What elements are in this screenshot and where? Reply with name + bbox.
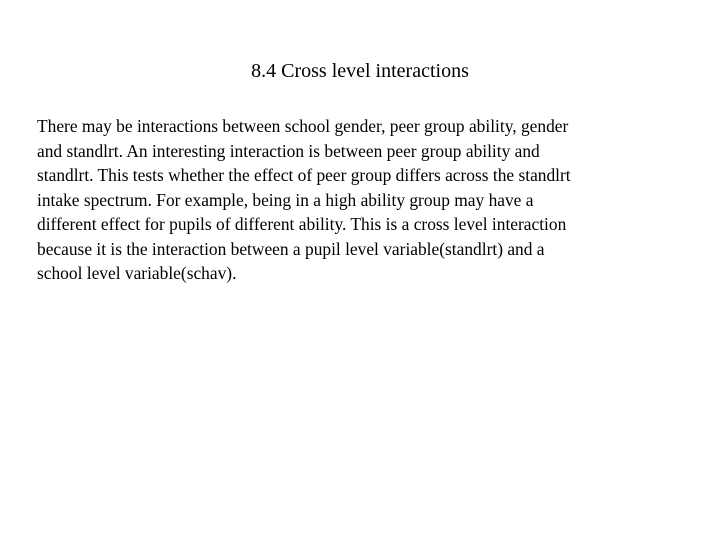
slide-title: 8.4 Cross level interactions: [251, 60, 469, 82]
slide-body: [37, 114, 677, 286]
body-line: because it is the interaction between a pupil level variable(standlrt) and a: [37, 238, 545, 259]
body-line: different effect for pupils of different ability. This is a cross level interaction: [37, 214, 567, 234]
body-line: standlrt. This tests whether the effect of peer group differs across the standlrt: [37, 165, 571, 185]
body-line: intake spectrum. For example, being in a high ability group may have a: [37, 189, 534, 210]
body-line: school level variable(schav).: [37, 263, 237, 283]
body-line: There may be interactions between school gender, peer group ability, gender: [37, 116, 569, 136]
body-line: and standlrt. An interesting interaction is between peer group ability and: [37, 140, 540, 161]
